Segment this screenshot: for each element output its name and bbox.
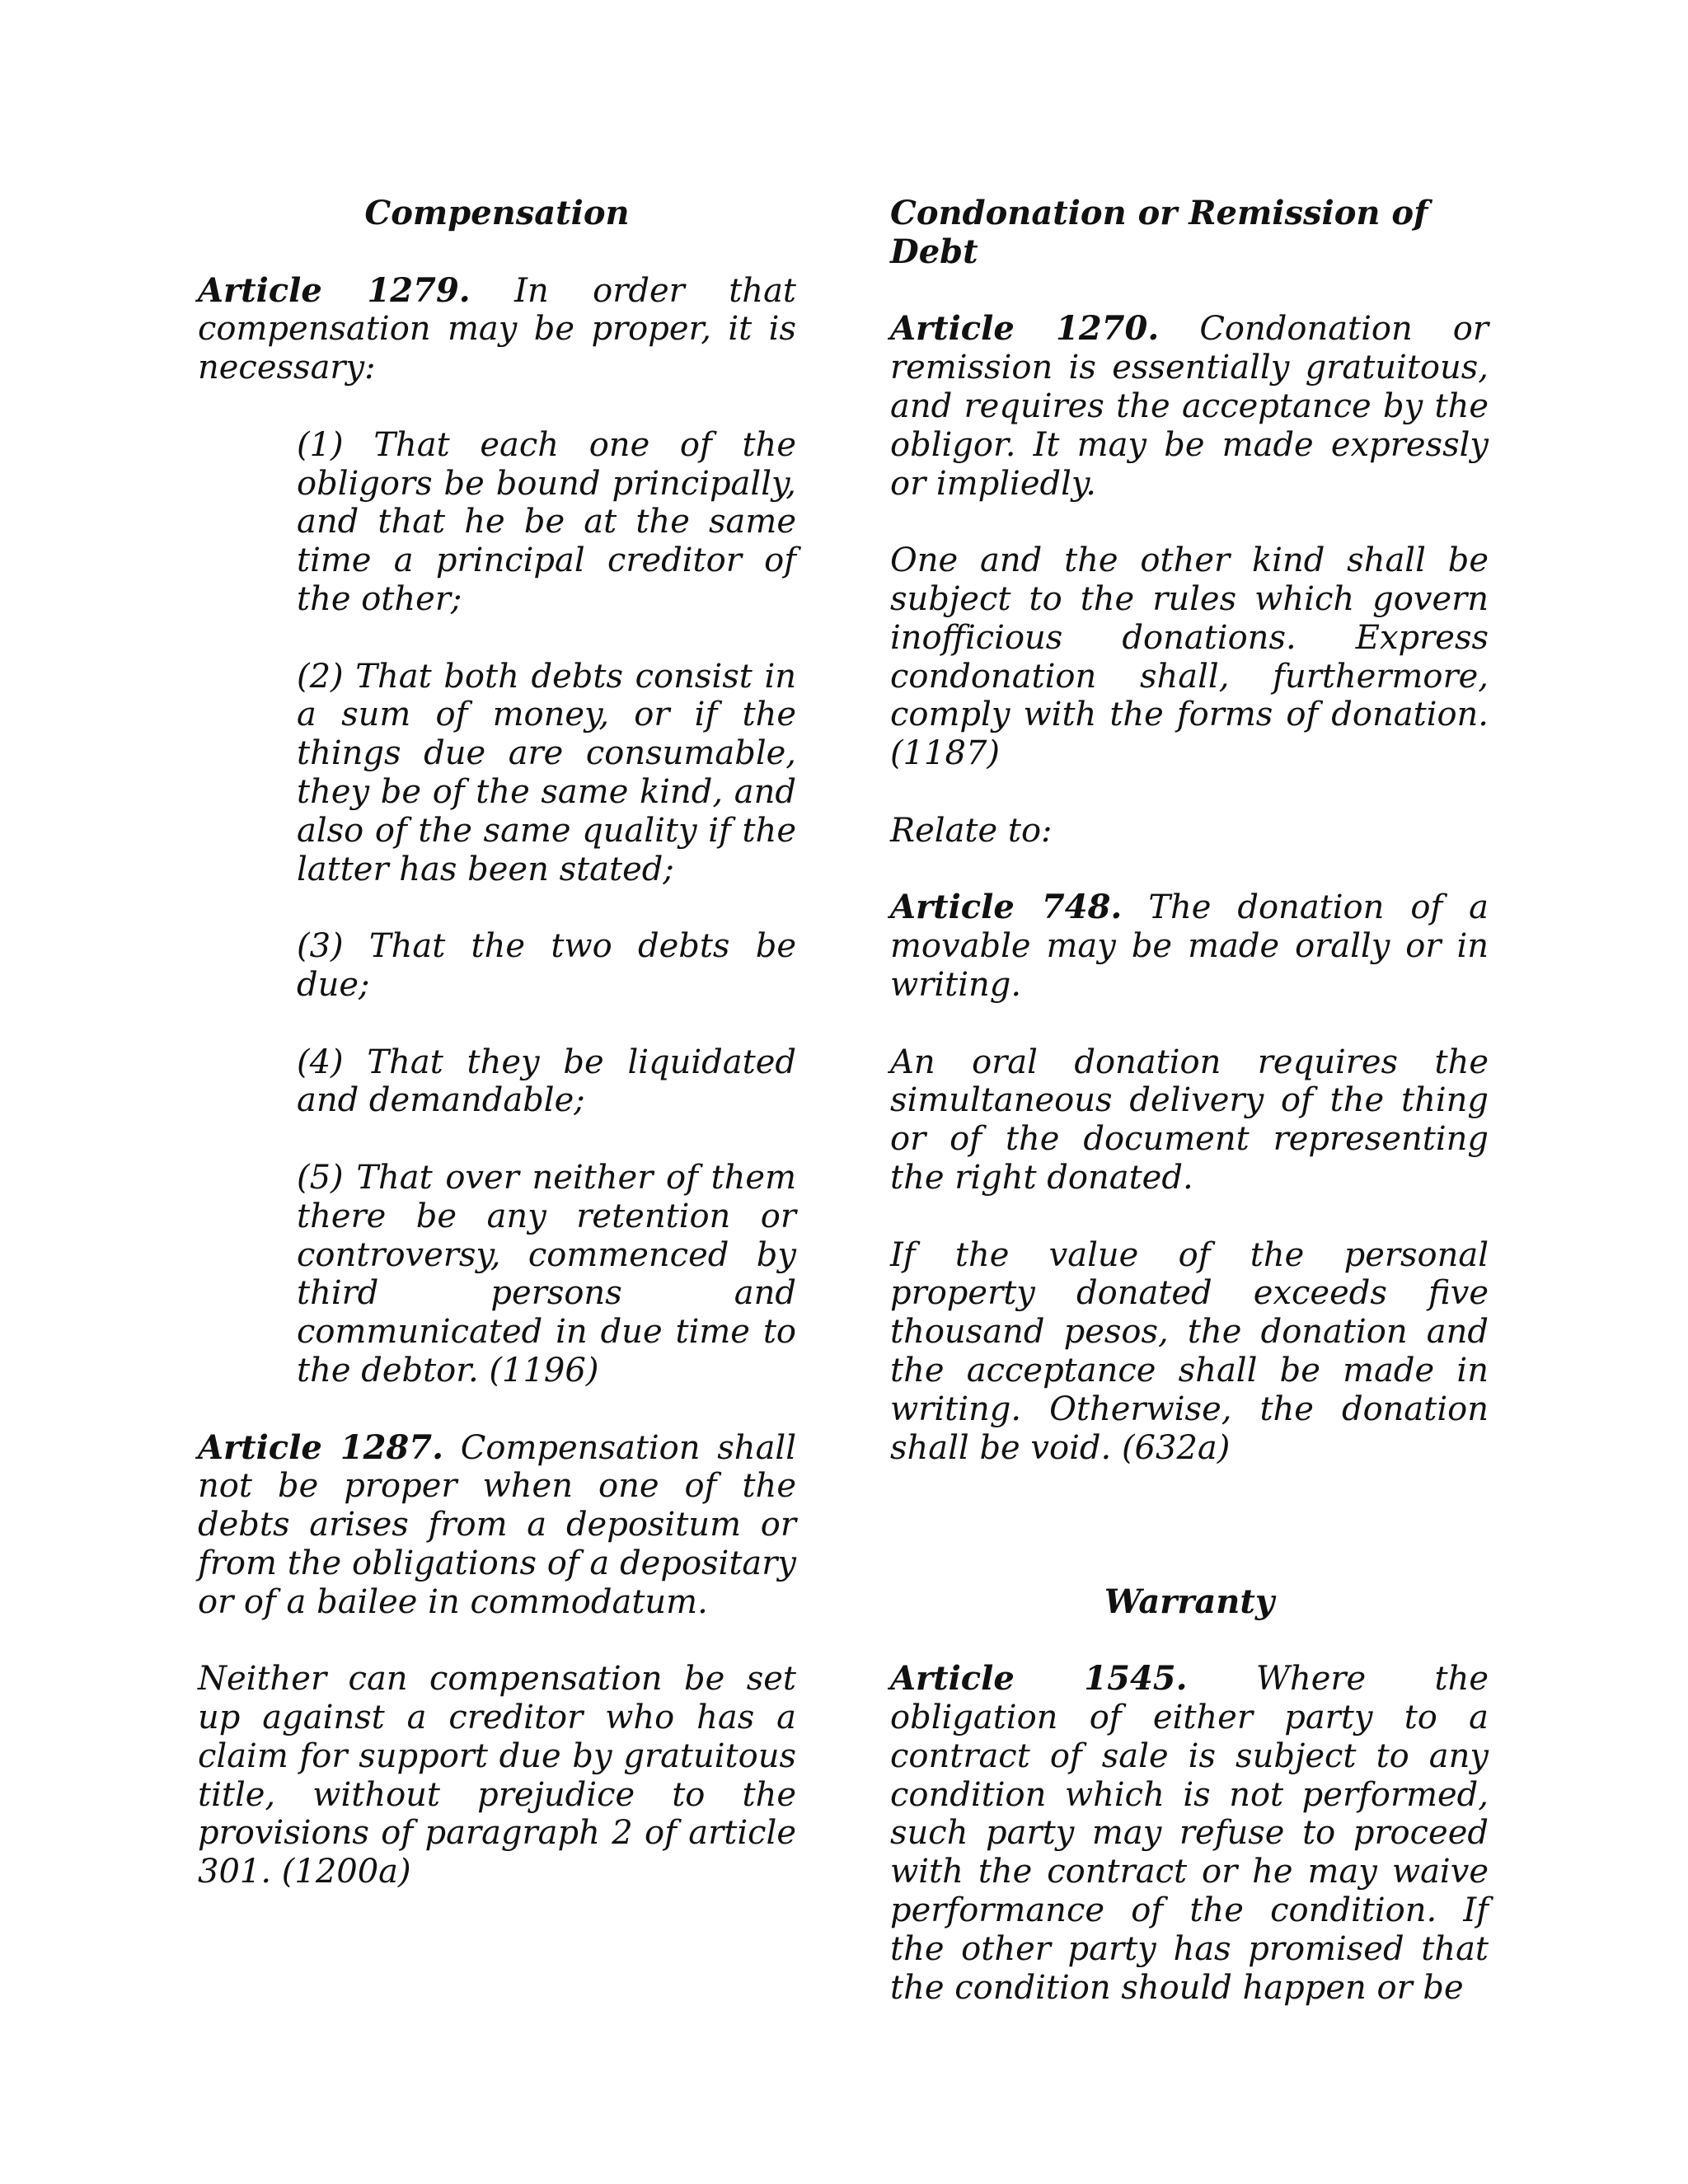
article-1270-label: Article 1270. [890, 309, 1160, 349]
article-1279-text: In order that compensation may be proper, it is necessary: [198, 271, 796, 387]
article-1545-label: Article 1545. [890, 1659, 1188, 1699]
article-748 [890, 888, 1489, 1004]
article-1279-item-2: (2) That both debts consist in a sum of money, or if the things due are consumable, they be of the same kind, and also of the same quality if the latter has been stated; [297, 657, 796, 888]
left-column [198, 194, 796, 1930]
article-1270 [890, 310, 1489, 503]
article-1279-item-3: (3) That the two debts be due; [297, 927, 796, 1004]
article-1545-text: Where the obligation of either party to a contract of sale is subject to any condition which is not performed, such party may refuse to proceed with the contract or he may waive performance of the condition. If the other party has promised that the condition should happen or be [890, 1660, 1489, 2007]
article-1287-label: Article 1287. [198, 1427, 444, 1467]
article-748-label: Article 748. [890, 888, 1123, 927]
article-1270-text: Condonation or remission is essentially gratuitous, and requires the acceptance by the obligor. It may be made expressly or impliedly. [890, 310, 1489, 503]
article-1279-label: Article 1279. [198, 270, 471, 310]
article-1287-paragraph-2: Neither can compensation be set up against a creditor who has a claim for support due by gratuitous title, without prejudice to the provisions of paragraph 2 of article 301. (1200a) [198, 1660, 796, 1891]
article-1279-item-4: (4) That they be liquidated and demandable; [297, 1043, 796, 1120]
section-spacer [890, 1506, 1489, 1583]
article-748-paragraph-3: If the value of the personal property donated exceeds five thousand pesos, the donation and the acceptance shall be made in writing. Otherwise, the donation shall be void. (632a) [890, 1235, 1489, 1467]
article-748-text: The donation of a movable may be made orally or in writing. [890, 888, 1489, 1004]
right-column [890, 194, 1489, 2046]
article-1287-text: Compensation shall not be proper when one of the debts arises from a depositum or from the obligations of a depositary or of a bailee in commodatum. [198, 1428, 797, 1621]
heading-warranty: Warranty [1104, 1582, 1275, 1621]
article-1279 [198, 272, 796, 387]
article-1279-item-5: (5) That over neither of them there be any retention or controversy, commenced by third persons and communicated in due time to the debtor. (1196) [297, 1158, 796, 1390]
article-748-paragraph-2: An oral donation requires the simultaneous delivery of the thing or of the document representing the right donated. [890, 1043, 1489, 1197]
heading-condonation: Condonation or Remission of Debt [890, 194, 1428, 271]
article-1287 [198, 1429, 796, 1622]
heading-compensation: Compensation [364, 194, 630, 232]
article-1270-paragraph-2: One and the other kind shall be subject to the rules which govern inofficious donations. Express condonation shall, furthermore, comply with the forms of donation. (1187) [890, 541, 1489, 773]
article-1279-item-1: (1) That each one of the obligors be bound principally, and that he be at the same time a principal creditor of the other; [297, 425, 796, 618]
relate-to-label: Relate to: [890, 811, 1053, 850]
article-1545 [890, 1660, 1489, 2007]
